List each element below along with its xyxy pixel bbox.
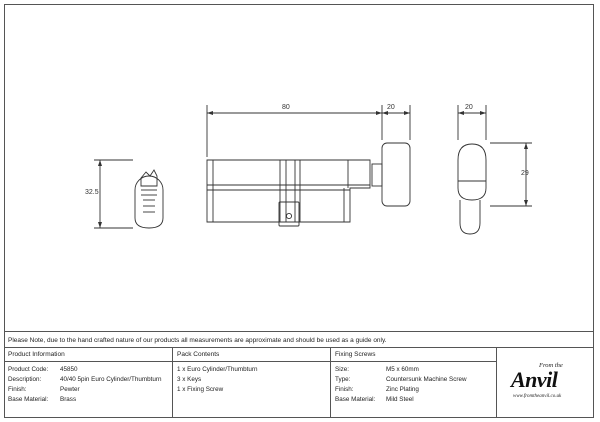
product-code-value: 45850	[60, 366, 78, 373]
table-column-divider-2	[330, 347, 331, 418]
screw-finish-label: Finish:	[335, 386, 354, 393]
cylinder-body	[207, 160, 370, 222]
profile-outline	[135, 176, 163, 228]
dim-overall-length: 80	[282, 104, 290, 111]
note-divider-top	[4, 331, 594, 332]
anvil-logo	[505, 362, 589, 402]
fixing-screws-title: Fixing Screws	[335, 351, 376, 358]
logo-url-text: www.fromtheanvil.co.uk	[513, 394, 562, 399]
end-outline	[458, 144, 486, 200]
pack-item: 3 x Keys	[177, 376, 202, 383]
note-divider-bottom	[4, 347, 594, 348]
base-material-label: Base Material:	[8, 396, 49, 403]
logo-name-text: Anvil	[511, 367, 558, 392]
dim-profile-height: 32.5	[85, 189, 99, 196]
description-value: 40/40 5pin Euro Cylinder/Thumbturn	[60, 376, 162, 383]
screw-type-value: Countersunk Machine Screw	[386, 376, 467, 383]
screw-size-label: Size:	[335, 366, 349, 373]
base-material-value: Brass	[60, 396, 77, 403]
finish-label: Finish:	[8, 386, 27, 393]
screw-material-label: Base Material:	[335, 396, 376, 403]
product-info-title: Product Information	[8, 351, 65, 358]
dim-turn-height: 29	[521, 170, 529, 177]
pack-contents-title: Pack Contents	[177, 351, 220, 358]
product-code-label: Product Code:	[8, 366, 49, 373]
screw-finish-value: Zinc Plating	[386, 386, 419, 393]
screw-material-value: Mild Steel	[386, 396, 414, 403]
description-label: Description:	[8, 376, 42, 383]
finish-value: Pewter	[60, 386, 80, 393]
keyway-outline	[141, 170, 157, 186]
screw-type-label: Type:	[335, 376, 351, 383]
cylinder-side-view	[207, 105, 410, 226]
pack-item: 1 x Euro Cylinder/Thumbturn	[177, 366, 258, 373]
pack-item: 1 x Fixing Screw	[177, 386, 224, 393]
screw-size-value: M5 x 60mm	[386, 366, 419, 373]
cylinder-profile-view	[94, 160, 163, 228]
table-column-divider-1	[172, 347, 173, 418]
dim-turn-length: 20	[387, 104, 395, 111]
disclaimer-note: Please Note, due to the hand crafted nature of our products all measurements are approximate and should be used as a guide only.	[8, 337, 387, 344]
table-header-divider	[4, 361, 496, 362]
dim-turn-width: 20	[465, 104, 473, 111]
thumbturn-side	[382, 143, 410, 206]
table-column-divider-3	[496, 347, 497, 418]
logo-from-text: From the	[539, 362, 563, 369]
